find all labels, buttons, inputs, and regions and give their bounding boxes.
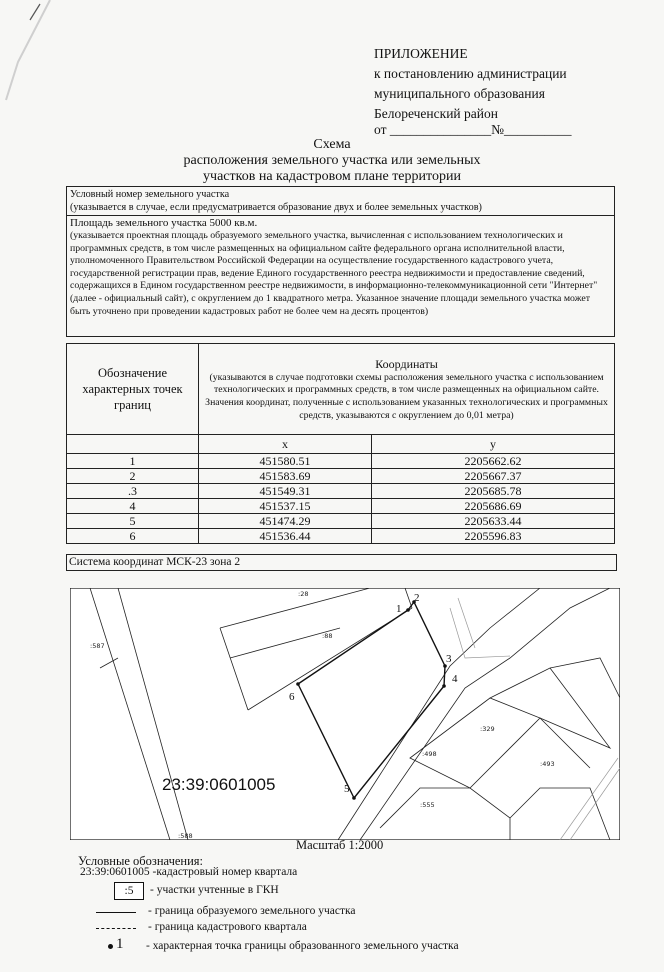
parcel-label: :493 xyxy=(540,760,555,768)
spacer xyxy=(67,435,199,454)
cadastral-map xyxy=(70,588,620,840)
y-value: 2205686.69 xyxy=(372,499,615,514)
point-label: 5 xyxy=(344,783,350,795)
x-value: 451474.29 xyxy=(199,514,372,529)
table-row xyxy=(67,469,615,484)
legend-dashed-line xyxy=(96,928,136,929)
map-frame xyxy=(70,588,620,840)
legend-point-desc: - характерная точка границы образованного земельного участка xyxy=(146,940,459,952)
legend-point-dot xyxy=(108,944,113,949)
coords-header-cell xyxy=(199,344,615,435)
legend-quarter-code: 23:39:0601005 xyxy=(80,866,150,878)
point-label: 2 xyxy=(414,592,420,604)
cond-number-note: (указывается в случае, если предусматривается образование двух и более земельных участков) xyxy=(70,202,482,213)
header-municipality: муниципального образования xyxy=(374,86,545,101)
parcel-label: :498 xyxy=(422,750,437,758)
map-scale: Масштаб 1:2000 xyxy=(296,838,384,852)
info-table xyxy=(66,186,615,337)
legend-point-label: 1 xyxy=(116,936,124,952)
coordinate-system: Система координат МСК-23 зона 2 xyxy=(66,554,617,571)
title-scheme: Схема xyxy=(313,137,351,152)
table-row xyxy=(67,454,615,469)
title-line3: участков на кадастровом плане территории xyxy=(203,169,461,184)
table-row xyxy=(67,484,615,499)
y-value: 2205662.62 xyxy=(372,454,615,469)
legend-quarter-row xyxy=(80,866,297,878)
point-number: 6 xyxy=(67,529,199,544)
area-note: (указывается проектная площадь образуемого земельного участка, вычисленная с использованием технологических и программных средств, в том числе размещенных на официальном сайте федерального органа исполнительной власти, уполномоченного Правительством Российской Федерации на осуществление государственного кадастрового учета, государственной регистрации прав, ведение Единого государственного реестра недвижимости и предоставление сведений, содержащихся в Едином государственном реестре недвижимости, в информационно-телекоммуникационной сети "Интернет" (далее - официальный сайт), с округлением до 1 квадратного метра. Указанное значение площади земельного участка может быть уточнено при проведении кадастровых работ не более чем на десять процентов) xyxy=(70,230,598,317)
parcel-label: :329 xyxy=(480,725,495,733)
cond-number-cell xyxy=(67,187,615,216)
y-value: 2205596.83 xyxy=(372,529,615,544)
point-label: 4 xyxy=(452,673,458,685)
header-date-number: от _______________№__________ xyxy=(374,122,572,137)
x-value: 451583.69 xyxy=(199,469,372,484)
title-line2: расположения земельного участка или земельных xyxy=(183,153,481,168)
parcel-label: :555 xyxy=(420,801,435,809)
table-row xyxy=(67,499,615,514)
point-number: 1 xyxy=(67,454,199,469)
coords-note: (указываются в случае подготовки схемы расположения земельного участка с использованием технологических и программных средств, в том числе размещенных на официальном сайте. Значения координат, полученные с использованием указанных технологических и программных средств, указываются с округлением до 0,01 метра) xyxy=(205,371,608,421)
area-label: Площадь земельного участка 5000 кв.м. xyxy=(70,217,258,229)
boundary-point xyxy=(352,796,356,800)
point-label: 1 xyxy=(396,603,402,615)
point-number: .3 xyxy=(67,484,199,499)
parcel-label: :88 xyxy=(322,632,333,640)
x-value: 451549.31 xyxy=(199,484,372,499)
legend-solid-line xyxy=(96,912,136,913)
parcel-label: :588 xyxy=(178,832,193,840)
header-resolution: к постановлению администрации xyxy=(374,66,567,81)
x-value: 451537.15 xyxy=(199,499,372,514)
legend-dashed-desc: - граница кадастрового квартала xyxy=(148,921,307,933)
x-value: 451580.51 xyxy=(199,454,372,469)
header-district: Белореченский район xyxy=(374,106,498,121)
legend-quarter-desc: -кадастровый номер квартала xyxy=(152,866,298,878)
quarter-number: 23:39:0601005 xyxy=(162,775,276,794)
coordinates-table xyxy=(66,343,615,544)
point-number: 4 xyxy=(67,499,199,514)
cond-number-label: Условный номер земельного участка xyxy=(70,189,230,200)
y-header: y xyxy=(372,435,615,454)
point-number: 2 xyxy=(67,469,199,484)
table-row xyxy=(67,514,615,529)
boundary-point xyxy=(296,682,300,686)
legend-box-sample: :5 xyxy=(114,882,144,900)
x-header: x xyxy=(199,435,372,454)
coords-title: Координаты xyxy=(375,356,438,371)
legend-box-desc: - участки учтенные в ГКН xyxy=(150,884,279,896)
formed-boundary xyxy=(444,666,445,686)
area-cell xyxy=(67,216,615,337)
point-label: 3 xyxy=(446,653,452,665)
parcel-label: :587 xyxy=(90,642,105,650)
table-row xyxy=(67,529,615,544)
y-value: 2205685.78 xyxy=(372,484,615,499)
y-value: 2205633.44 xyxy=(372,514,615,529)
y-value: 2205667.37 xyxy=(372,469,615,484)
point-number: 5 xyxy=(67,514,199,529)
parcel-label: :28 xyxy=(298,590,309,598)
boundary-point xyxy=(406,608,410,612)
scan-mark xyxy=(0,0,60,140)
legend-title: Условные обозначения: xyxy=(78,854,204,868)
points-header: Обозначение характерных точек границ xyxy=(67,344,199,435)
legend-solid-desc: - граница образуемого земельного участка xyxy=(148,905,356,917)
header-appendix: ПРИЛОЖЕНИЕ xyxy=(374,46,468,61)
boundary-point xyxy=(442,684,446,688)
point-label: 6 xyxy=(289,691,295,703)
x-value: 451536.44 xyxy=(199,529,372,544)
